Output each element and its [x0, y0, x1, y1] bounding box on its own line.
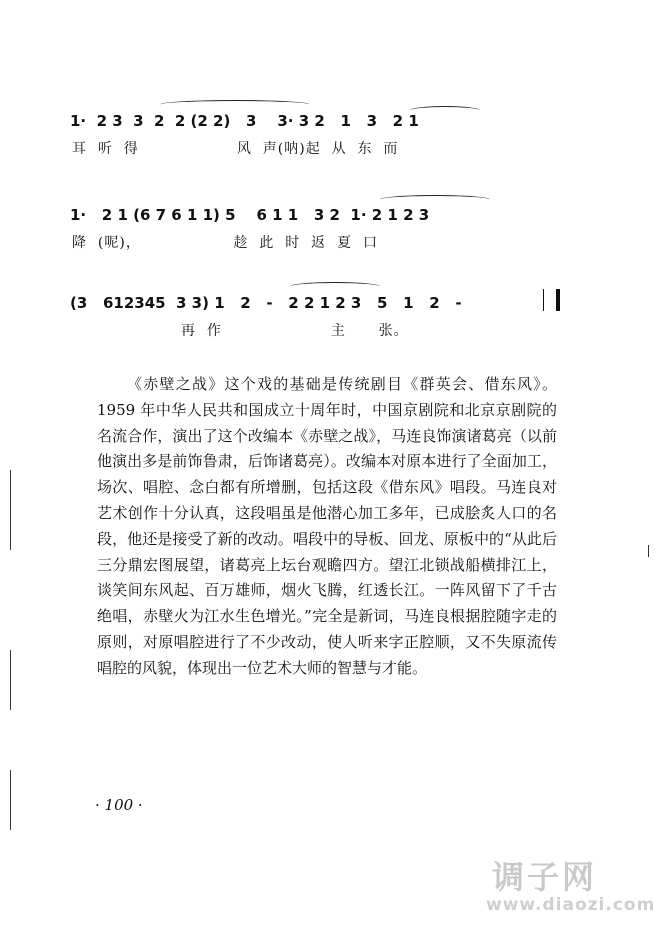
- final-barline: [543, 289, 560, 311]
- slur-mark: [290, 282, 380, 291]
- scan-edge-mark: [648, 545, 649, 557]
- scan-edge-mark: [10, 770, 11, 830]
- lyrics-line-2: 降 (呢)， 趁 此 时 返 夏 口: [72, 235, 378, 251]
- slur-mark: [380, 195, 490, 204]
- lyrics-line-3: 再 作 主 张。: [72, 323, 409, 339]
- watermark-site-name: 调子网: [492, 858, 598, 896]
- notation-line-1: 1· 2 3 3 2 2 (2 2) 3 3· 3 2 1 3 2 1: [70, 112, 419, 130]
- notation-line-2: 1· 2 1 (6 7 6 1 1) 5 6 1 1 3 2 1· 2 1 2 3: [70, 206, 430, 224]
- slur-mark: [160, 100, 310, 109]
- lyrics-line-1: 耳 听 得 风 声(呐)起 从 东 而: [72, 141, 399, 157]
- notation-line-3: (3 612345 3 3) 1 2 - 2 2 1 2 3 5 1 2 -: [70, 294, 462, 312]
- scan-edge-mark: [10, 470, 11, 550]
- watermark-url: www.diaozi.com: [486, 895, 655, 915]
- article-paragraph: 《赤壁之战》这个戏的基础是传统剧目《群英会、借东风》。1959 年中华人民共和国成立十周年时，中国京剧院和北京京剧院的名流合作，演出了这个改编本《赤壁之战》，马连良饰演诸葛亮（以前他演出多是前饰鲁肃，后饰诸葛亮）。改编本对原本进行了全面加工，场次、唱腔、念白都有所增删，包括这段《借东风》唱段。马连良对艺术创作十分认真，这段唱虽是他潜心加工多年，已成脍炙人口的名段，他还是接受了新的改动。唱段中的导板、回龙、原板中的“从此后三分鼎宏图展望，诸葛亮上坛台观瞻四方。望江北锁战船横排江上，谈笑间东风起、百万雄师，烟火飞腾，红透长江。一阵风留下了千古绝唱，赤壁火为江水生色增光。”完全是新词，马连良根据腔随字走的原则，对原唱腔进行了不少改动，使人听来字正腔顺，又不失原流传唱腔的风貌，体现出一位艺术大师的智慧与才能。: [97, 375, 557, 677]
- scan-edge-mark: [10, 650, 11, 710]
- page-number: · 100 ·: [95, 796, 143, 814]
